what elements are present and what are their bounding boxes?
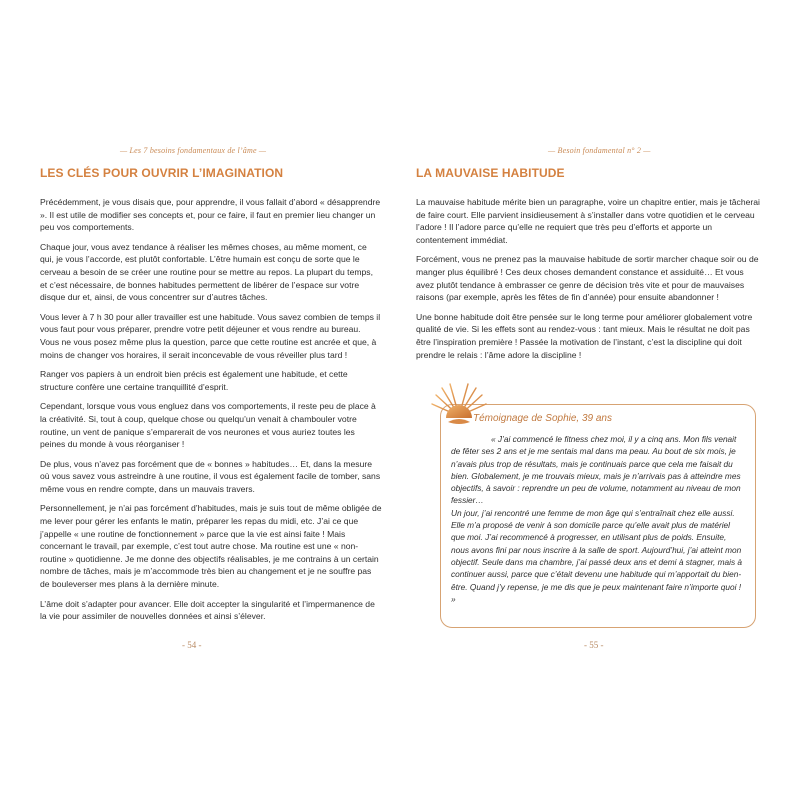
right-page bbox=[400, 0, 800, 800]
paragraph: Ranger vos papiers à un endroit bien précis est également une habitude, et cette structure confère une certaine tranquillité d’esprit. bbox=[40, 369, 348, 392]
running-head: — Les 7 besoins fondamentaux de l’âme — bbox=[120, 146, 267, 155]
sunburst-icon bbox=[428, 376, 490, 430]
paragraph: Précédemment, je vous disais que, pour apprendre, il vous fallait d’abord « désapprendre ». Il est utile de modifier ses concepts et, pour ce faire, il faut en premier lieu changer un peu vos comportements. bbox=[40, 197, 381, 233]
paragraph: Personnellement, je n’ai pas forcément d’habitudes, mais je suis tout de même obligée de me lever pour gérer les enfants le matin, préparer les repas du midi, etc. J’ai ce que j’appelle « une routine de fonctionnement » parce que la vie est ainsi faite ! Mais concernant le travail, par exemple, c’est tout autre chose. Ma routine est une « non-routine » quotidienne. Je me donne des objectifs réalisables, je me contrains à un certain nombre de tâches, mais je m’accommode très bien au changement et je ne souffre pas de bouleverser mes plans à la dernière minute. bbox=[40, 503, 382, 590]
paragraph: Une bonne habitude doit être pensée sur le long terme pour améliorer globalement votre qualité de vie. Si les effets sont au rendez-vous : tant mieux. Mais le résultat ne doit pas être l’inspiration première ! Passée la motivation de l’instant, c’est la discipline qui doit prendre le relais : l’âme adore la discipline ! bbox=[416, 311, 753, 360]
paragraph: Chaque jour, vous avez tendance à réaliser les mêmes choses, au même moment, ce qui, je vous l’accorde, est plutôt confortable. L’être humain est conçu de sorte que le cerveau a besoin de se créer une routine pour se mettre au repos. La plupart du temps, et c’est nécessaire, de bonnes habitudes permettent de libérer de l’espace sur votre disque dur et, ainsi, de vous concentrer sur d’autres tâches. bbox=[40, 241, 373, 303]
testimonial-paragraph: « J’ai commencé le fitness chez moi, il y a cinq ans. Mon fils venait de fêter ses 2 ans et je me sentais mal dans ma peau. Au bout de six mois, je n’avais plus trop de résultats, mais je continuais parce que cela me faisait du bien. Globalement, je me trouvais mieux, mais je n’arrivais pas à atteindre mes objectifs, à savoir : reprendre un peu de volume, notamment au niveau de mon fessier… bbox=[451, 434, 741, 506]
body-text bbox=[416, 196, 760, 368]
testimonial-paragraph: Un jour, j’ai rencontré une femme de mon âge qui s’entraînait chez elle aussi. Elle m’a proposé de venir à son domicile parce qu’elle avait plus de matériel que moi. J’ai recommencé à progresser, en utilisant plus de poids. Ensuite, nous avons fini par nous inscrire à la salle de sport. Aujourd’hui, j’ai atteint mon objectif. Seule dans ma chambre, j’ai passé deux ans et demi à stagner, mais à continuer aussi, parce que c’était devenu une habitude qui m’apportait du bien-être. Quand j’y repense, je me dis que je peux maintenant faire n’importe quoi ! » bbox=[451, 507, 743, 604]
body-text bbox=[40, 196, 382, 630]
paragraph: Cependant, lorsque vous vous engluez dans vos comportements, il reste peu de place à la créativité. Si, tout à coup, quelque chose ou quelqu’un venait à chambouler votre routine, un vent de panique s’emparerait de vos neurones et vous auriez toutes les peines du monde à vous réorganiser ! bbox=[40, 401, 376, 450]
paragraph: Vous lever à 7 h 30 pour aller travailler est une habitude. Vous savez combien de temps il vous faut pour vous préparer, prendre votre petit déjeuner et vous rendre au bureau. Vous ne vous posez même plus la question, parce que cette routine est ancrée et que, à moins de changer vos horaires, il serait inconcevable de vous réveiller plus tard ! bbox=[40, 311, 381, 360]
running-head: — Besoin fondamental n° 2 — bbox=[548, 146, 651, 155]
page-number: - 55 - bbox=[584, 640, 604, 650]
page-number: - 54 - bbox=[182, 640, 202, 650]
section-title: LA MAUVAISE HABITUDE bbox=[416, 166, 565, 180]
testimonial-title: Témoignage de Sophie, 39 ans bbox=[473, 413, 612, 424]
section-title: LES CLÉS POUR OUVRIR L’IMAGINATION bbox=[40, 166, 284, 180]
testimonial-text bbox=[451, 433, 743, 605]
paragraph: La mauvaise habitude mérite bien un paragraphe, voire un chapitre entier, mais je tâcherai de faire court. Elle parvient insidieusement à s’installer dans votre quotidien et le cerveau l’adore ! Il l’adore parce qu’elle ne requiert que très peu d’efforts et apporte un contentement immédiat. bbox=[416, 197, 760, 245]
paragraph: L’âme doit s’adapter pour avancer. Elle doit accepter la singularité et l’impermanence de la vie pour assimiler de nouvelles données et ainsi s’élever. bbox=[40, 598, 375, 622]
paragraph: De plus, vous n’avez pas forcément que de « bonnes » habitudes… Et, dans la mesure où vous savez vous astreindre à une routine, il vous est également facile de tomber, sans même vous en rendre compte, dans un mauvais travers. bbox=[40, 458, 381, 494]
paragraph: Forcément, vous ne prenez pas la mauvaise habitude de sortir marcher chaque soir ou de manger plus équilibré ! Ces deux choses demandent constance et assiduité… Et vous avez plutôt tendance à embrasser ce genre de décision très vite et pour de mauvaises raisons (par exemple, après les fêtes de fin d’année) pour ensuite abandonner ! bbox=[416, 254, 759, 303]
testimonial-box bbox=[440, 404, 756, 628]
